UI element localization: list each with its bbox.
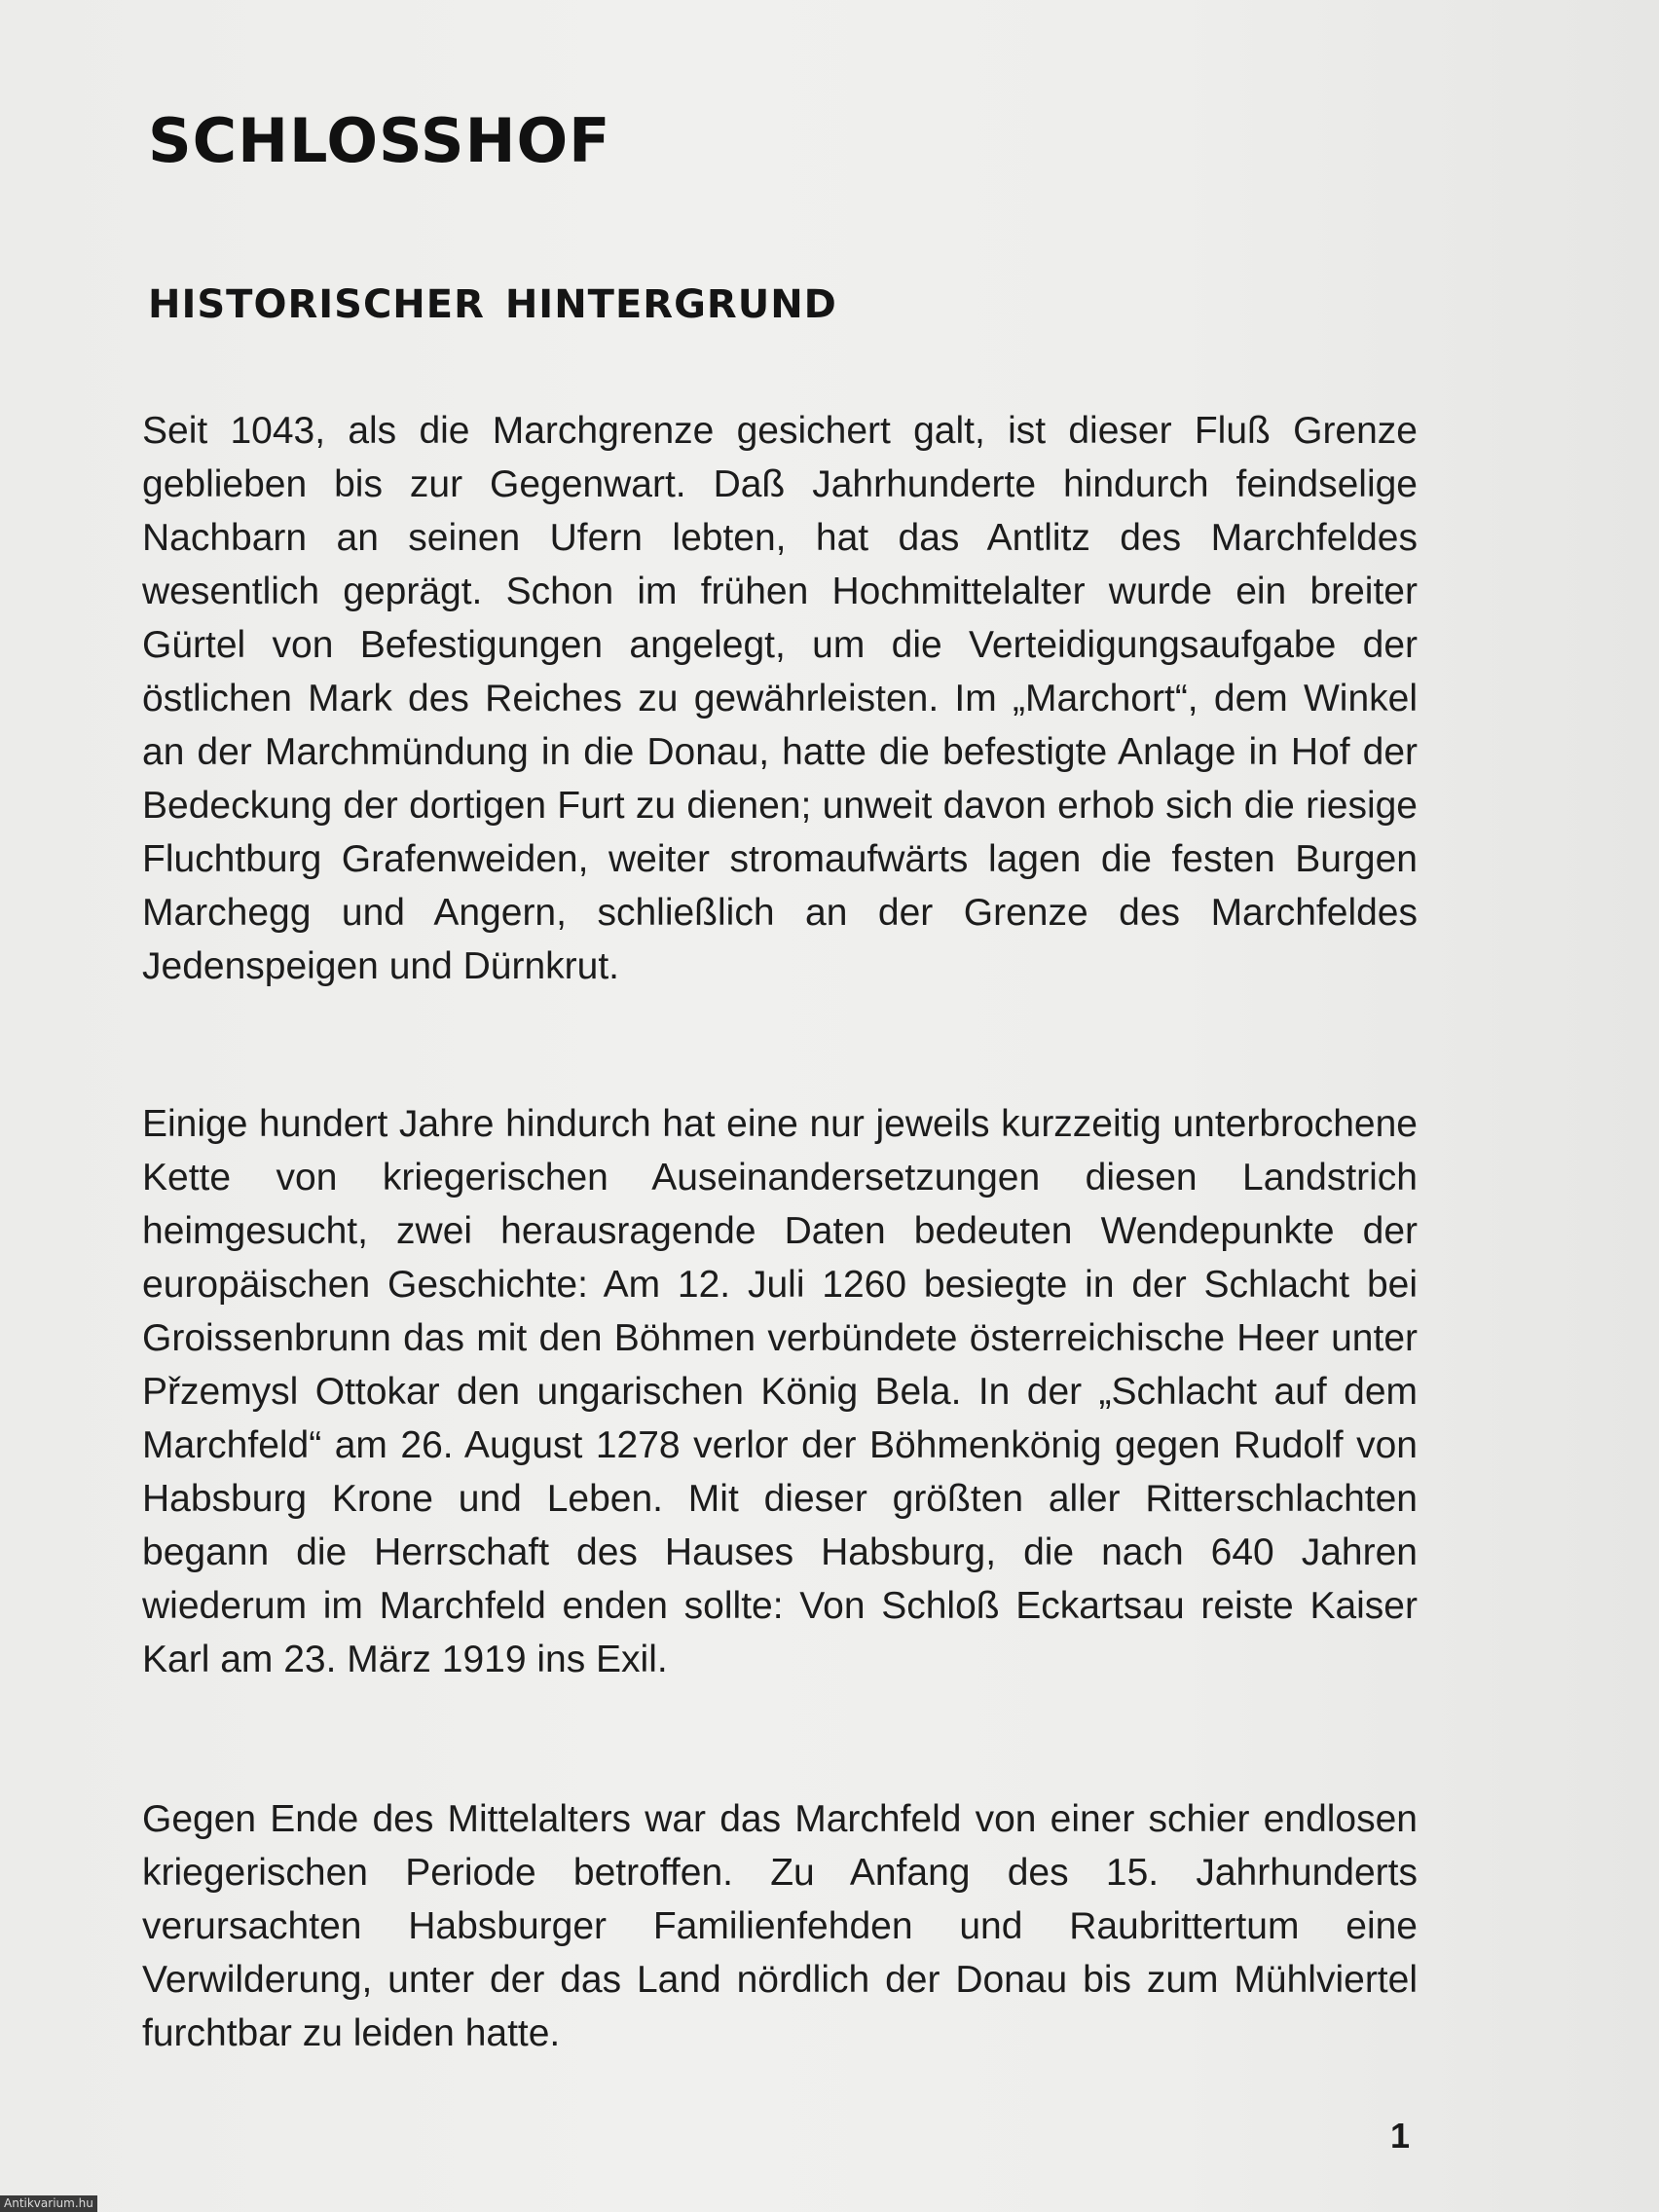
paragraph-1: Seit 1043, als die Marchgrenze gesichert galt, ist dieser Fluß Grenze geblieben bis zur Gegenwart. Daß Jahrhunderte hindurch feindselige Nachbarn an seinen Ufern lebten, hat das Antlitz des Marchfeldes wesentlich geprägt. Schon im frühen Hochmittelalter wurde ein breiter Gürtel von Befestigungen angelegt, um die Verteidigungsaufgabe der östlichen Mark des Reiches zu gewährleisten. Im „Marchort“, dem Winkel an der Marchmündung in die Donau, hatte die befestigte Anlage in Hof der Bedeckung der dortigen Furt zu dienen; unweit davon erhob sich die riesige Fluchtburg Grafenweiden, weiter stromaufwärts lagen die festen Burgen Marchegg und Angern, schließlich an der Grenze des Marchfeldes Jedenspeigen und Dürnkrut.: [142, 410, 1418, 987]
section-heading: HISTORISCHER HINTERGRUND: [148, 282, 837, 327]
paragraph-3: Gegen Ende des Mittelalters war das Marchfeld von einer schier endlosen kriegerischen Periode betroffen. Zu Anfang des 15. Jahrhunderts verursachten Habsburger Familienfehden und Raubrittertum eine Verwilderung, unter der das Land nördlich der Donau bis zum Mühlviertel furchtbar zu leiden hatte.: [142, 1798, 1418, 2054]
paragraph-2: Einige hundert Jahre hindurch hat eine nur jeweils kurzzeitig unterbrochene Kette von kriegerischen Auseinandersetzungen diesen Landstrich heimgesucht, zwei herausragende Daten bedeuten Wendepunkte der europäischen Geschichte: Am 12. Juli 1260 besiegte in der Schlacht bei Groissenbrunn das mit den Böhmen verbündete österreichische Heer unter Přzemysl Ottokar den ungarischen König Bela. In der „Schlacht auf dem Marchfeld“ am 26. August 1278 verlor der Böhmenkönig gegen Rudolf von Habsburg Krone und Leben. Mit dieser größten aller Ritterschlachten begann die Herrschaft des Hauses Habsburg, die nach 640 Jahren wiederum im Marchfeld enden sollte: Von Schloß Eckartsau reiste Kaiser Karl am 23. März 1919 ins Exil.: [142, 1103, 1418, 1680]
page-title: SCHLOSSHOF: [148, 105, 611, 176]
page-number: 1: [1390, 2116, 1411, 2156]
watermark-label: Antikvarium.hu: [0, 2195, 97, 2212]
